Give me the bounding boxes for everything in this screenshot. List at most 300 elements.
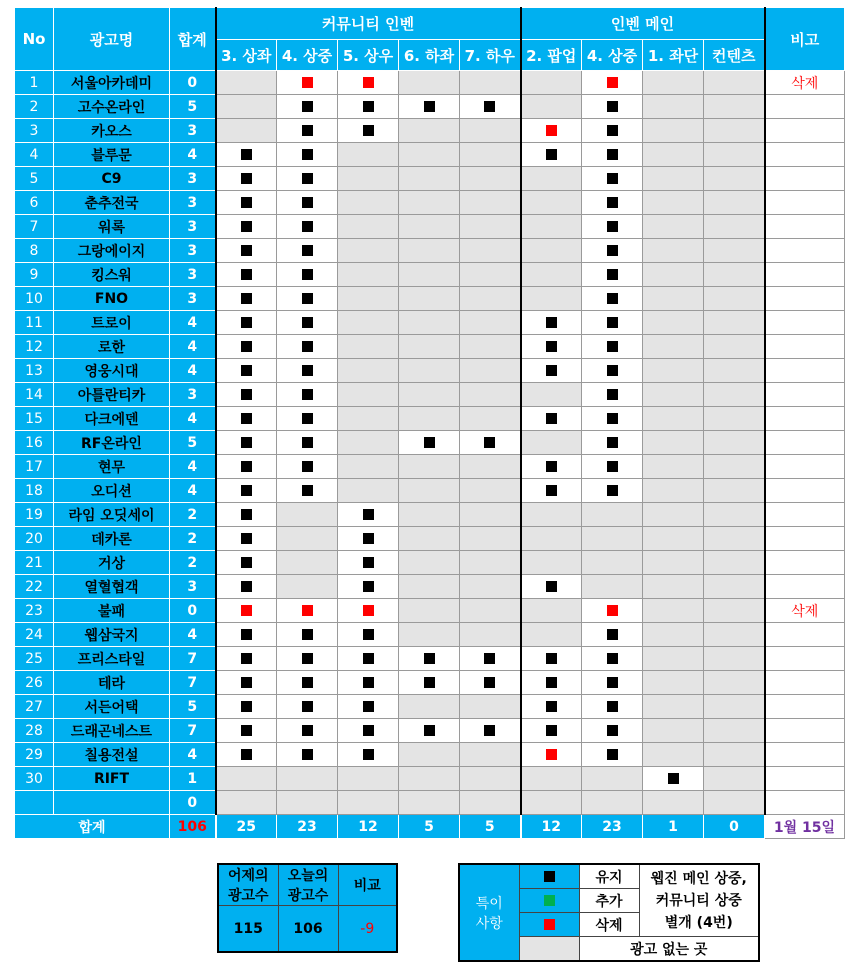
main-slot bbox=[704, 671, 765, 695]
row-total: 0 bbox=[170, 791, 216, 815]
row-total: 7 bbox=[170, 647, 216, 671]
row-total: 4 bbox=[170, 743, 216, 767]
community-slot bbox=[216, 599, 277, 623]
black-square-icon bbox=[241, 749, 252, 760]
row-note bbox=[765, 95, 845, 119]
main-slot bbox=[704, 743, 765, 767]
row-total: 0 bbox=[170, 71, 216, 95]
main-slot bbox=[643, 95, 704, 119]
black-square-icon bbox=[363, 725, 374, 736]
main-slot bbox=[521, 263, 582, 287]
main-slot bbox=[643, 167, 704, 191]
ad-name: 킹스워 bbox=[54, 263, 170, 287]
legend-delete-label: 삭제 bbox=[579, 913, 639, 937]
community-slot bbox=[399, 239, 460, 263]
legend-keep-swatch bbox=[519, 864, 579, 889]
row-total: 2 bbox=[170, 503, 216, 527]
black-square-icon bbox=[607, 341, 618, 352]
main-slot bbox=[521, 239, 582, 263]
red-square-icon bbox=[363, 605, 374, 616]
ad-name: 웹삼국지 bbox=[54, 623, 170, 647]
community-slot bbox=[277, 119, 338, 143]
main-slot bbox=[582, 743, 643, 767]
community-slot bbox=[338, 143, 399, 167]
ad-name: 불패 bbox=[54, 599, 170, 623]
community-slot bbox=[338, 791, 399, 815]
black-square-icon bbox=[607, 389, 618, 400]
legend-box bbox=[458, 863, 760, 962]
header-group-community: 커뮤니티 인벤 bbox=[216, 8, 521, 40]
ad-name: 프리스타일 bbox=[54, 647, 170, 671]
table-row bbox=[15, 287, 845, 311]
main-slot bbox=[582, 167, 643, 191]
main-slot bbox=[704, 431, 765, 455]
row-note bbox=[765, 167, 845, 191]
red-square-icon bbox=[302, 77, 313, 88]
black-square-icon bbox=[302, 341, 313, 352]
main-slot bbox=[704, 191, 765, 215]
row-note bbox=[765, 263, 845, 287]
row-total: 3 bbox=[170, 167, 216, 191]
community-slot bbox=[216, 383, 277, 407]
row-number: 15 bbox=[15, 407, 54, 431]
legend-add-swatch bbox=[519, 889, 579, 913]
community-slot bbox=[277, 335, 338, 359]
black-square-icon bbox=[607, 653, 618, 664]
row-total: 3 bbox=[170, 119, 216, 143]
community-slot bbox=[460, 215, 521, 239]
community-slot bbox=[399, 167, 460, 191]
row-total: 4 bbox=[170, 623, 216, 647]
black-square-icon bbox=[302, 293, 313, 304]
community-slot bbox=[460, 95, 521, 119]
footer-date: 1월 15일 bbox=[765, 815, 845, 839]
community-slot bbox=[277, 263, 338, 287]
community-slot bbox=[338, 311, 399, 335]
ad-name: 카오스 bbox=[54, 119, 170, 143]
table-row bbox=[15, 551, 845, 575]
main-slot bbox=[643, 479, 704, 503]
main-slot bbox=[704, 791, 765, 815]
main-slot bbox=[521, 719, 582, 743]
black-square-icon bbox=[546, 461, 557, 472]
black-square-icon bbox=[241, 581, 252, 592]
row-total: 4 bbox=[170, 407, 216, 431]
community-slot bbox=[338, 239, 399, 263]
community-slot bbox=[399, 407, 460, 431]
community-slot bbox=[399, 359, 460, 383]
main-slot bbox=[643, 719, 704, 743]
black-square-icon bbox=[363, 101, 374, 112]
table-row bbox=[15, 599, 845, 623]
community-slot bbox=[338, 575, 399, 599]
main-slot bbox=[704, 263, 765, 287]
community-slot bbox=[460, 767, 521, 791]
red-square-icon bbox=[546, 125, 557, 136]
table-row bbox=[15, 527, 845, 551]
main-slot bbox=[704, 479, 765, 503]
row-total: 3 bbox=[170, 575, 216, 599]
row-note bbox=[765, 239, 845, 263]
main-slot bbox=[521, 359, 582, 383]
table-row bbox=[15, 671, 845, 695]
black-square-icon bbox=[546, 413, 557, 424]
footer-col-total: 12 bbox=[338, 815, 399, 839]
main-slot bbox=[704, 527, 765, 551]
black-square-icon bbox=[546, 581, 557, 592]
community-slot bbox=[216, 359, 277, 383]
row-note bbox=[765, 191, 845, 215]
main-slot bbox=[521, 431, 582, 455]
community-slot bbox=[277, 143, 338, 167]
black-square-icon bbox=[302, 149, 313, 160]
black-square-icon bbox=[607, 749, 618, 760]
community-slot bbox=[460, 311, 521, 335]
ad-name: RIFT bbox=[54, 767, 170, 791]
community-slot bbox=[460, 599, 521, 623]
black-square-icon bbox=[546, 485, 557, 496]
ad-status-table bbox=[14, 7, 845, 839]
community-slot bbox=[338, 407, 399, 431]
black-square-icon bbox=[241, 629, 252, 640]
ad-name: 서든어택 bbox=[54, 695, 170, 719]
row-note bbox=[765, 143, 845, 167]
row-note bbox=[765, 311, 845, 335]
main-slot bbox=[704, 287, 765, 311]
community-slot bbox=[216, 263, 277, 287]
main-slot bbox=[643, 527, 704, 551]
row-number: 21 bbox=[15, 551, 54, 575]
main-slot bbox=[521, 767, 582, 791]
row-number: 24 bbox=[15, 623, 54, 647]
black-square-icon bbox=[302, 269, 313, 280]
table-row bbox=[15, 359, 845, 383]
main-slot bbox=[643, 407, 704, 431]
table-row bbox=[15, 407, 845, 431]
row-number: 2 bbox=[15, 95, 54, 119]
row-note bbox=[765, 719, 845, 743]
black-square-icon bbox=[484, 437, 495, 448]
community-slot bbox=[338, 527, 399, 551]
row-total: 4 bbox=[170, 143, 216, 167]
black-square-icon bbox=[241, 725, 252, 736]
main-slot bbox=[521, 623, 582, 647]
black-square-icon bbox=[241, 197, 252, 208]
black-square-icon bbox=[241, 149, 252, 160]
row-note bbox=[765, 791, 845, 815]
black-square-icon bbox=[241, 389, 252, 400]
black-square-icon bbox=[424, 653, 435, 664]
black-square-icon bbox=[241, 365, 252, 376]
table-row bbox=[15, 695, 845, 719]
main-slot bbox=[521, 647, 582, 671]
main-slot bbox=[521, 743, 582, 767]
community-slot bbox=[338, 191, 399, 215]
main-slot bbox=[521, 335, 582, 359]
main-slot bbox=[704, 647, 765, 671]
header-main-col: 2. 팝업 bbox=[521, 40, 582, 71]
black-square-icon bbox=[363, 509, 374, 520]
community-slot bbox=[399, 671, 460, 695]
main-slot bbox=[582, 623, 643, 647]
main-slot bbox=[582, 575, 643, 599]
row-total: 3 bbox=[170, 215, 216, 239]
black-square-icon bbox=[302, 413, 313, 424]
ad-name: 오디션 bbox=[54, 479, 170, 503]
community-slot bbox=[399, 743, 460, 767]
table-row bbox=[15, 383, 845, 407]
main-slot bbox=[521, 287, 582, 311]
main-slot bbox=[643, 359, 704, 383]
community-slot bbox=[338, 671, 399, 695]
legend-keep-label: 유지 bbox=[579, 864, 639, 889]
black-square-icon bbox=[607, 293, 618, 304]
main-slot bbox=[582, 383, 643, 407]
community-slot bbox=[216, 719, 277, 743]
community-slot bbox=[399, 647, 460, 671]
black-square-icon bbox=[607, 461, 618, 472]
main-slot bbox=[704, 359, 765, 383]
row-note bbox=[765, 743, 845, 767]
row-total: 4 bbox=[170, 311, 216, 335]
community-slot bbox=[277, 623, 338, 647]
community-slot bbox=[460, 503, 521, 527]
main-slot bbox=[704, 719, 765, 743]
main-slot bbox=[521, 695, 582, 719]
black-square-icon bbox=[607, 437, 618, 448]
row-note bbox=[765, 359, 845, 383]
community-slot bbox=[216, 623, 277, 647]
table-row bbox=[15, 647, 845, 671]
diff-label: 비교 bbox=[338, 864, 397, 906]
black-square-icon bbox=[607, 365, 618, 376]
community-slot bbox=[277, 719, 338, 743]
ad-name: 드래곤네스트 bbox=[54, 719, 170, 743]
row-note bbox=[765, 671, 845, 695]
row-note bbox=[765, 407, 845, 431]
table-row bbox=[15, 743, 845, 767]
black-square-icon bbox=[241, 413, 252, 424]
ad-name: 그랑에이지 bbox=[54, 239, 170, 263]
community-slot bbox=[338, 263, 399, 287]
black-square-icon bbox=[241, 221, 252, 232]
community-slot bbox=[460, 743, 521, 767]
ad-count-comparison bbox=[217, 863, 398, 953]
community-slot bbox=[460, 71, 521, 95]
main-slot bbox=[704, 239, 765, 263]
main-slot bbox=[521, 167, 582, 191]
black-square-icon bbox=[607, 485, 618, 496]
ad-name: 현무 bbox=[54, 455, 170, 479]
black-square-icon bbox=[302, 437, 313, 448]
community-slot bbox=[216, 191, 277, 215]
community-slot bbox=[277, 791, 338, 815]
community-slot bbox=[216, 311, 277, 335]
main-slot bbox=[704, 119, 765, 143]
community-slot bbox=[338, 623, 399, 647]
black-square-icon bbox=[607, 221, 618, 232]
main-slot bbox=[582, 143, 643, 167]
main-slot bbox=[704, 215, 765, 239]
community-slot bbox=[216, 671, 277, 695]
community-slot bbox=[277, 647, 338, 671]
ad-name: 거상 bbox=[54, 551, 170, 575]
main-slot bbox=[643, 191, 704, 215]
row-total: 5 bbox=[170, 695, 216, 719]
community-slot bbox=[399, 695, 460, 719]
main-slot bbox=[704, 599, 765, 623]
community-slot bbox=[460, 575, 521, 599]
red-square-icon bbox=[302, 605, 313, 616]
community-slot bbox=[399, 263, 460, 287]
black-square-icon bbox=[302, 245, 313, 256]
black-square-icon bbox=[241, 293, 252, 304]
black-square-icon bbox=[607, 413, 618, 424]
main-slot bbox=[521, 407, 582, 431]
black-square-icon bbox=[241, 173, 252, 184]
header-group-inven-main: 인벤 메인 bbox=[521, 8, 765, 40]
table-row bbox=[15, 479, 845, 503]
main-slot bbox=[704, 383, 765, 407]
community-slot bbox=[338, 479, 399, 503]
community-slot bbox=[277, 479, 338, 503]
community-slot bbox=[338, 743, 399, 767]
row-note bbox=[765, 527, 845, 551]
row-number: 13 bbox=[15, 359, 54, 383]
main-slot bbox=[582, 671, 643, 695]
green-square-icon bbox=[544, 895, 555, 906]
black-square-icon bbox=[546, 701, 557, 712]
main-slot bbox=[643, 767, 704, 791]
table-row bbox=[15, 263, 845, 287]
row-number: 8 bbox=[15, 239, 54, 263]
ad-name: 다크에덴 bbox=[54, 407, 170, 431]
main-slot bbox=[704, 503, 765, 527]
main-slot bbox=[521, 575, 582, 599]
main-slot bbox=[643, 143, 704, 167]
main-slot bbox=[704, 767, 765, 791]
community-slot bbox=[277, 767, 338, 791]
black-square-icon bbox=[607, 677, 618, 688]
black-square-icon bbox=[241, 653, 252, 664]
row-total: 5 bbox=[170, 95, 216, 119]
row-note bbox=[765, 335, 845, 359]
main-slot bbox=[521, 215, 582, 239]
community-slot bbox=[460, 143, 521, 167]
black-square-icon bbox=[302, 701, 313, 712]
black-square-icon bbox=[424, 677, 435, 688]
community-slot bbox=[277, 671, 338, 695]
community-slot bbox=[399, 791, 460, 815]
row-number: 25 bbox=[15, 647, 54, 671]
header-community-col: 5. 상우 bbox=[338, 40, 399, 71]
main-slot bbox=[521, 503, 582, 527]
table-row bbox=[15, 311, 845, 335]
community-slot bbox=[338, 95, 399, 119]
community-slot bbox=[460, 359, 521, 383]
black-square-icon bbox=[363, 533, 374, 544]
row-total: 4 bbox=[170, 359, 216, 383]
community-slot bbox=[338, 119, 399, 143]
row-note bbox=[765, 767, 845, 791]
row-total: 2 bbox=[170, 551, 216, 575]
row-total: 4 bbox=[170, 335, 216, 359]
black-square-icon bbox=[363, 581, 374, 592]
footer-col-total: 23 bbox=[582, 815, 643, 839]
legend-none-swatch bbox=[519, 937, 579, 962]
row-number: 4 bbox=[15, 143, 54, 167]
table-row bbox=[15, 455, 845, 479]
main-slot bbox=[643, 71, 704, 95]
community-slot bbox=[277, 695, 338, 719]
row-note bbox=[765, 119, 845, 143]
legend-note: 웹진 메인 상중, 커뮤니티 상중 별개 (4번) bbox=[639, 864, 759, 937]
community-slot bbox=[338, 767, 399, 791]
black-square-icon bbox=[302, 677, 313, 688]
community-slot bbox=[460, 119, 521, 143]
community-slot bbox=[216, 335, 277, 359]
row-number: 9 bbox=[15, 263, 54, 287]
row-number: 27 bbox=[15, 695, 54, 719]
community-slot bbox=[277, 287, 338, 311]
main-slot bbox=[582, 767, 643, 791]
black-square-icon bbox=[424, 437, 435, 448]
main-slot bbox=[643, 311, 704, 335]
yesterday-count: 115 bbox=[218, 906, 278, 953]
black-square-icon bbox=[302, 461, 313, 472]
header-community-col: 3. 상좌 bbox=[216, 40, 277, 71]
community-slot bbox=[338, 383, 399, 407]
black-square-icon bbox=[241, 509, 252, 520]
row-number: 19 bbox=[15, 503, 54, 527]
black-square-icon bbox=[302, 173, 313, 184]
community-slot bbox=[216, 527, 277, 551]
row-note bbox=[765, 695, 845, 719]
row-total: 0 bbox=[170, 599, 216, 623]
black-square-icon bbox=[607, 197, 618, 208]
black-square-icon bbox=[302, 629, 313, 640]
row-total: 5 bbox=[170, 431, 216, 455]
community-slot bbox=[460, 431, 521, 455]
main-slot bbox=[582, 455, 643, 479]
main-slot bbox=[521, 143, 582, 167]
community-slot bbox=[399, 503, 460, 527]
community-slot bbox=[338, 647, 399, 671]
red-square-icon bbox=[607, 605, 618, 616]
row-note bbox=[765, 431, 845, 455]
community-slot bbox=[277, 455, 338, 479]
black-square-icon bbox=[546, 653, 557, 664]
main-slot bbox=[643, 671, 704, 695]
row-total: 1 bbox=[170, 767, 216, 791]
black-square-icon bbox=[302, 389, 313, 400]
black-square-icon bbox=[241, 701, 252, 712]
main-slot bbox=[643, 287, 704, 311]
header-main-col: 1. 좌단 bbox=[643, 40, 704, 71]
row-total: 4 bbox=[170, 479, 216, 503]
main-slot bbox=[643, 383, 704, 407]
black-square-icon bbox=[241, 341, 252, 352]
community-slot bbox=[216, 143, 277, 167]
community-slot bbox=[460, 623, 521, 647]
main-slot bbox=[582, 263, 643, 287]
community-slot bbox=[460, 287, 521, 311]
row-number: 18 bbox=[15, 479, 54, 503]
header-name: 광고명 bbox=[54, 8, 170, 71]
red-square-icon bbox=[241, 605, 252, 616]
community-slot bbox=[277, 311, 338, 335]
ad-name: 로한 bbox=[54, 335, 170, 359]
